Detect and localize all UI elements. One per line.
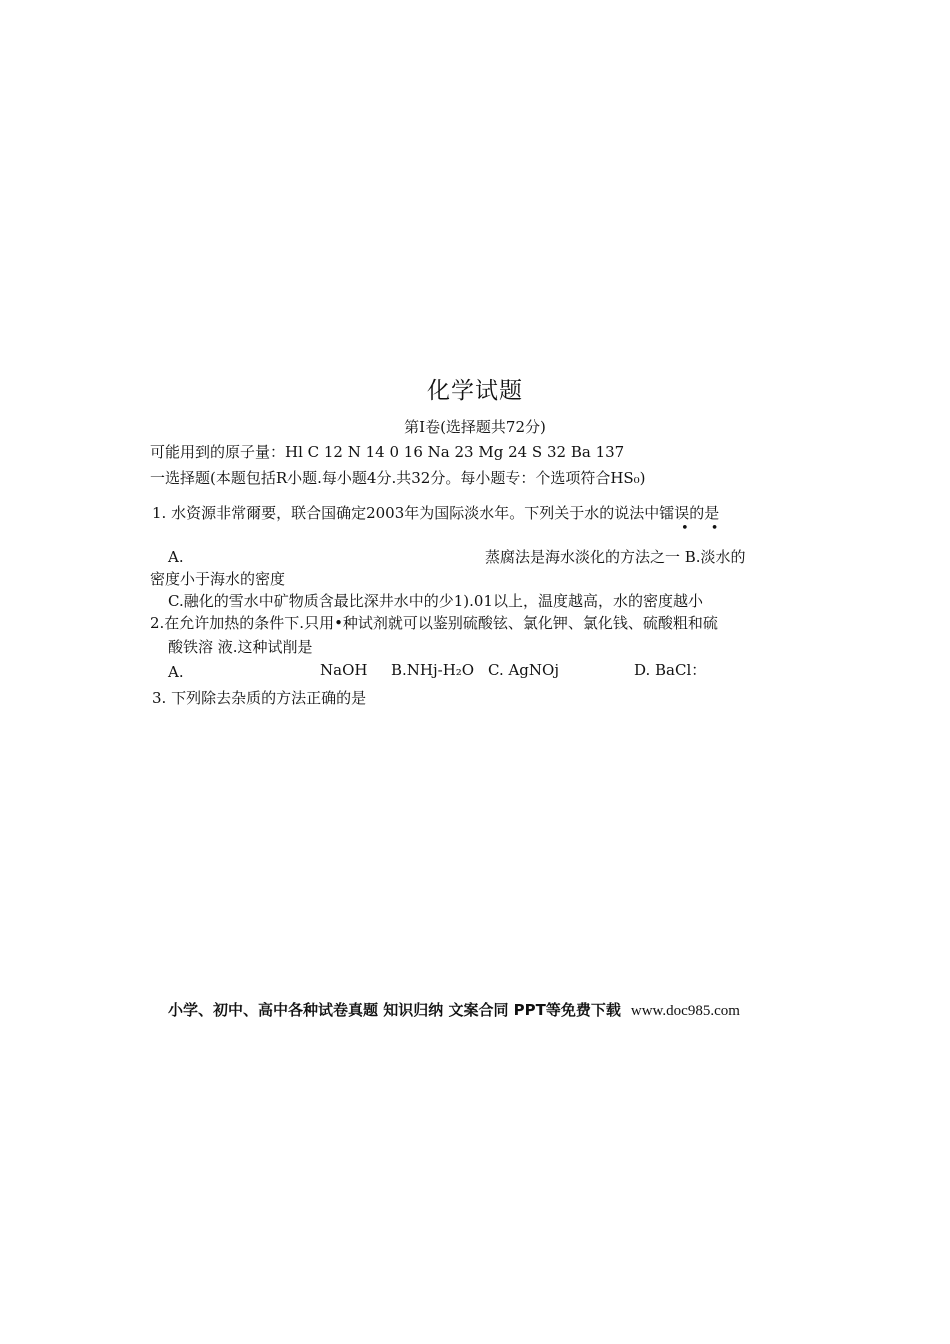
footer-text: 小学、初中、高中各种试卷真题 知识归纳 文案合同 PPT等免费下载 — [168, 1001, 621, 1019]
section-instructions: 一选择题(本题包括R小题.每小题4分.共32分。每小题专：个选项符合HS₀) — [150, 469, 646, 487]
page-title: 化学试题 — [427, 378, 523, 404]
q2-option-b: B.NHj-H₂O — [391, 661, 475, 679]
q2-option-a: NaOH — [320, 661, 368, 679]
q1-option-a-label: A. — [168, 548, 184, 566]
q1-stem: 1. 水资源非常爾要，联合国确定2003年为国际淡水年。下列关于水的说法中镭误的是 — [152, 504, 720, 522]
q2-option-a-label: A. — [168, 663, 184, 681]
q2-option-d: D. BaCl： — [634, 661, 707, 679]
emphasis-dots: • • — [681, 521, 728, 536]
footer-url[interactable]: www.doc985.com — [630, 1003, 740, 1019]
footer — [168, 999, 740, 1020]
q1-option-b-cont: 密度小于海水的密度 — [150, 570, 286, 588]
q3-stem: 3. 下列除去杂质的方法正确的是 — [152, 689, 367, 707]
atomic-masses: 可能用到的原子量：Hl C 12 N 14 0 16 Na 23 Mg 24 S 32 Ba 137 — [150, 443, 625, 461]
q2-stem-line1: 2.在允许加热的条件下.只用•种试剂就可以鉴别硫酸铉、氯化钾、氯化钱、硫酸粗和硫 — [150, 614, 718, 632]
q1-option-a-text: 蒸腐法是海水淡化的方法之一 B.淡水的 — [485, 548, 746, 566]
q2-stem-line2: 酸铁溶 液.这种试削是 — [168, 638, 313, 656]
q1-option-c: C.融化的雪水中矿物质含最比深井水中的少1).01以上，温度越高，水的密度越小 — [168, 592, 703, 610]
q2-option-c: C. AgNOj — [488, 661, 559, 679]
section-subtitle: 第I卷(选择题共72分) — [404, 418, 546, 436]
